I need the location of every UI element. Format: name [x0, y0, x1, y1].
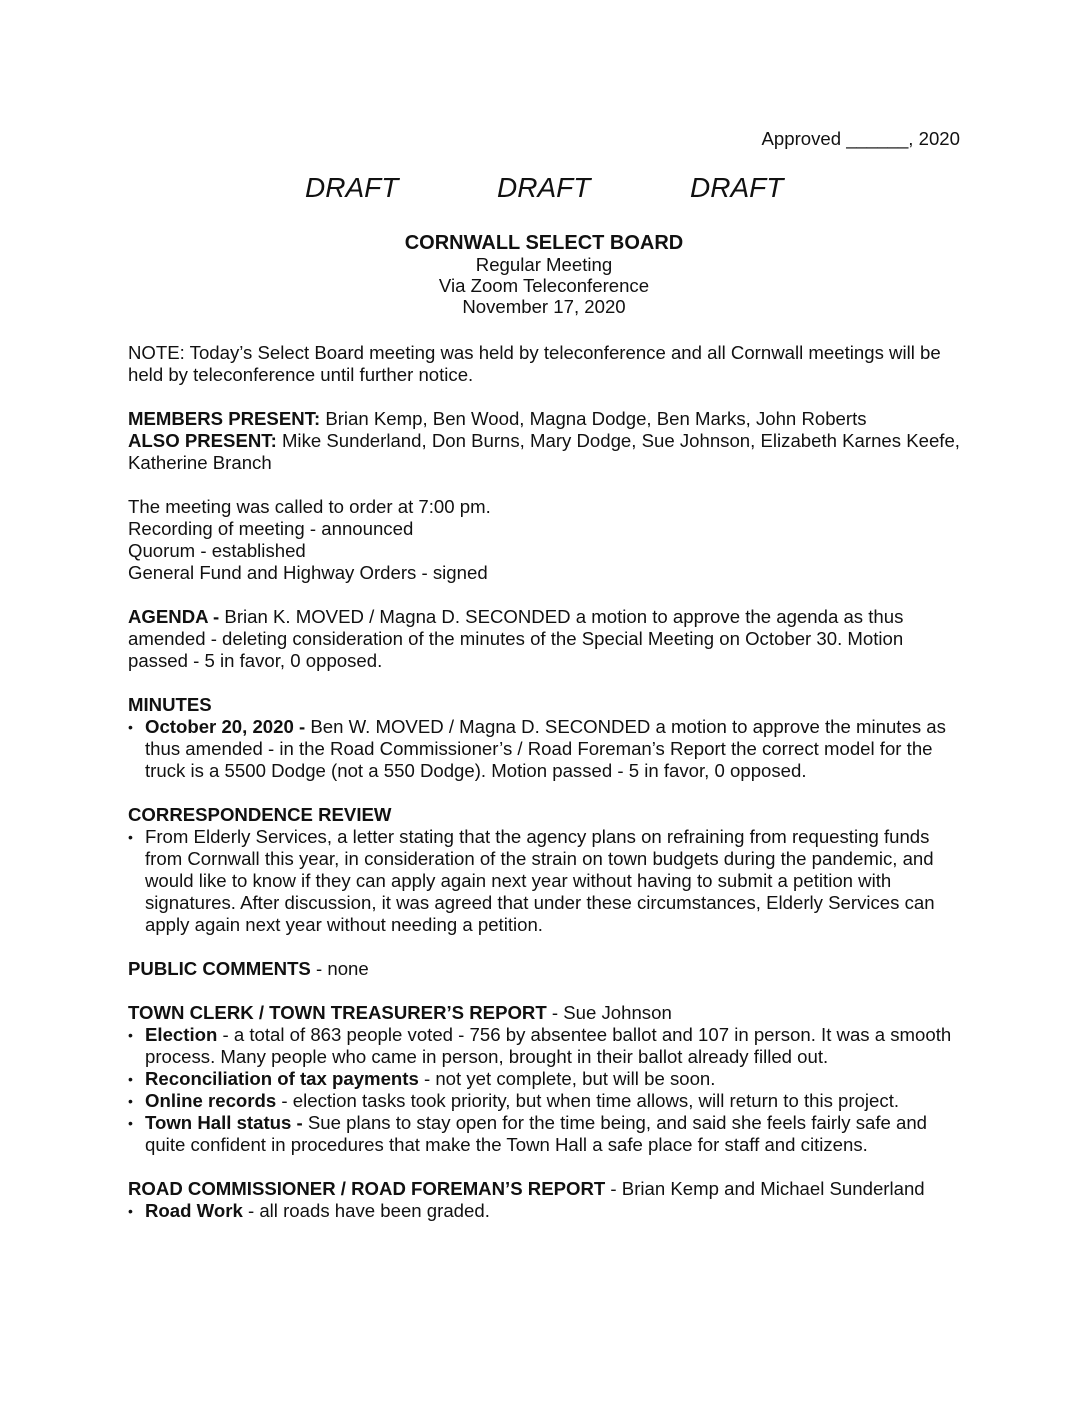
document-body	[128, 342, 964, 1222]
clerk-item-text: Sue plans to stay open for the time being, and said she feels fairly safe and quite confident in procedures that make the Town Hall a safe place for staff and citizens.	[145, 1112, 928, 1155]
clerk-report-heading	[128, 1002, 964, 1024]
members-present-label: MEMBERS PRESENT:	[128, 408, 321, 429]
agenda-label: AGENDA -	[128, 606, 220, 627]
clerk-item-label: Reconciliation of tax payments	[145, 1068, 419, 1089]
clerk-item-text: - not yet complete, but will be soon.	[418, 1068, 716, 1089]
road-report-presenters: - Brian Kemp and Michael Sunderland	[605, 1178, 925, 1199]
approval-line: Approved ______, 2020	[761, 128, 960, 149]
document-header	[0, 232, 1088, 317]
clerk-item-text: - election tasks took priority, but when time allows, will return to this project.	[276, 1090, 900, 1111]
clerk-item-text: - a total of 863 people voted - 756 by absentee ballot and 107 in person. It was a smooth process. Many people who came in person, brought in their ballot already filled out.	[145, 1024, 952, 1067]
members-present-names: Brian Kemp, Ben Wood, Magna Dodge, Ben Marks, John Roberts	[320, 408, 867, 429]
quorum-status: Quorum - established	[128, 540, 306, 561]
correspondence-list	[128, 826, 964, 936]
orders-status: General Fund and Highway Orders - signed	[128, 562, 488, 583]
minutes-item-text: Ben W. MOVED / Magna D. SECONDED a motion to approve the minutes as thus amended - in the Road Commissioner’s / Road Foreman’s Report the correct model for the truck is a 5500 Dodge (not a 550 Dodge). Motion passed - 5 in favor, 0 opposed.	[145, 716, 946, 781]
clerk-report-title: TOWN CLERK / TOWN TREASURER’S REPORT	[128, 1002, 547, 1023]
list-item	[128, 716, 964, 782]
clerk-item-label: Online records	[145, 1090, 277, 1111]
road-report-title: ROAD COMMISSIONER / ROAD FOREMAN’S REPORT	[128, 1178, 606, 1199]
draft-watermark-row	[0, 172, 1088, 204]
also-present-label: ALSO PRESENT:	[128, 430, 277, 451]
list-item	[128, 1090, 964, 1112]
clerk-report-presenter: - Sue Johnson	[546, 1002, 672, 1023]
clerk-report-list	[128, 1024, 964, 1156]
call-to-order: The meeting was called to order at 7:00 pm.	[128, 496, 491, 517]
members-present	[128, 408, 964, 430]
document-title: CORNWALL SELECT BOARD	[404, 232, 684, 254]
list-item	[128, 1200, 964, 1222]
public-comments-label: PUBLIC COMMENTS	[128, 958, 311, 979]
road-item-label: Road Work	[145, 1200, 243, 1221]
list-item	[128, 1068, 964, 1090]
list-item	[128, 1024, 964, 1068]
draft-label-2: DRAFT	[497, 172, 591, 203]
road-report-heading	[128, 1178, 964, 1200]
meeting-venue: Via Zoom Teleconference	[438, 275, 650, 296]
meeting-type: Regular Meeting	[475, 254, 613, 275]
minutes-heading: MINUTES	[128, 694, 212, 715]
clerk-item-label: Election	[145, 1024, 218, 1045]
correspondence-heading: CORRESPONDENCE REVIEW	[128, 804, 392, 825]
meeting-date: November 17, 2020	[462, 296, 626, 317]
clerk-item-label: Town Hall status -	[145, 1112, 303, 1133]
minutes-list	[128, 716, 964, 782]
agenda-text: Brian K. MOVED / Magna D. SECONDED a motion to approve the agenda as thus amended - deleting consideration of the minutes of the Special Meeting on October 30. Motion passed - 5 in favor, 0 opposed.	[128, 606, 904, 671]
note-paragraph: NOTE: Today’s Select Board meeting was held by teleconference and all Cornwall meetings will be held by teleconference until further notice.	[128, 342, 941, 385]
minutes-item-label: October 20, 2020 -	[145, 716, 306, 737]
also-present	[128, 430, 964, 474]
draft-label-3: DRAFT	[690, 172, 784, 203]
recording-status: Recording of meeting - announced	[128, 518, 414, 539]
agenda-section	[128, 606, 964, 672]
list-item	[128, 1112, 964, 1156]
public-comments-text: - none	[310, 958, 369, 979]
road-item-text: - all roads have been graded.	[242, 1200, 490, 1221]
also-present-names: Mike Sunderland, Don Burns, Mary Dodge, Sue Johnson, Elizabeth Karnes Keefe, Katherine Branch	[128, 430, 960, 473]
list-item: • From Elderly Services, a letter stating that the agency plans on refraining from requesting funds from Cornwall this year, in consideration of the strain on town budgets during the pandemic, and would like to know if they can apply again next year without having to submit a petition with signatures. After discussion, it was agreed that under these circumstances, Elderly Services can apply again next year without needing a petition.	[128, 826, 964, 936]
public-comments-section	[128, 958, 964, 980]
draft-label-1: DRAFT	[305, 172, 399, 203]
road-report-list	[128, 1200, 964, 1222]
